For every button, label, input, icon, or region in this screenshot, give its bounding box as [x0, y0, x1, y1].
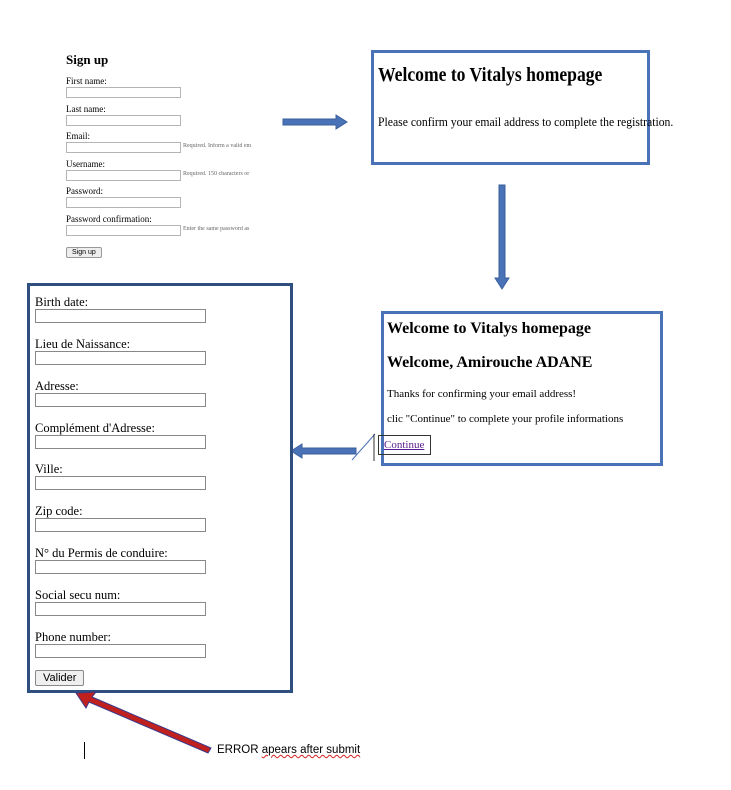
- birth-place-input[interactable]: [35, 351, 206, 365]
- driving-license-input[interactable]: [35, 560, 206, 574]
- address-label: Adresse:: [35, 379, 79, 393]
- signup-row-username: [66, 159, 286, 187]
- password-confirmation-label: Password confirmation:: [66, 213, 152, 224]
- error-annotation-squiggled: apears after submit: [261, 744, 361, 756]
- signup-button[interactable]: Sign up: [66, 247, 102, 258]
- address-complement-input[interactable]: [35, 435, 206, 449]
- confirm-page-message: Please confirm your email address to complete the registration.: [378, 114, 674, 129]
- zip-code-field: [35, 504, 83, 518]
- username-help-text: Required. 150 characters or: [183, 170, 250, 177]
- last-name-input[interactable]: [66, 115, 181, 126]
- signup-row-password-confirmation: [66, 214, 286, 242]
- email-label: Email:: [66, 131, 90, 141]
- phone-number-label: Phone number:: [35, 630, 112, 644]
- valider-button[interactable]: Valider: [35, 670, 84, 686]
- text-cursor: [84, 742, 85, 759]
- social-security-input[interactable]: [35, 602, 206, 616]
- driving-license-label: N° du Permis de conduire:: [35, 546, 168, 560]
- last-name-label: Last name:: [66, 103, 106, 114]
- password-input[interactable]: [66, 197, 181, 208]
- welcome-user-greeting: Welcome, Amirouche ADANE: [387, 354, 593, 371]
- social-security-field: [35, 588, 120, 602]
- arrow-left-icon: [290, 428, 380, 462]
- signup-row-password: [66, 186, 286, 214]
- welcome-instruction-text: clic "Continue" to complete your profile informations: [387, 413, 624, 425]
- welcome-panel: [381, 311, 663, 466]
- username-label: Username:: [66, 158, 105, 169]
- birth-date-input[interactable]: [35, 309, 206, 323]
- zip-code-input[interactable]: [35, 518, 206, 532]
- signup-row-last-name: [66, 104, 286, 132]
- driving-license-field: [35, 546, 168, 560]
- first-name-input[interactable]: [66, 87, 181, 98]
- address-field: [35, 379, 79, 393]
- phone-number-field: [35, 630, 111, 644]
- email-input[interactable]: [66, 142, 181, 153]
- signup-title: Sign up: [66, 52, 109, 67]
- confirm-page-heading: Welcome to Vitalys homepage: [378, 64, 603, 86]
- phone-number-input[interactable]: [35, 644, 206, 658]
- confirm-email-panel: [371, 50, 674, 165]
- password-confirmation-input[interactable]: [66, 225, 181, 236]
- signup-row-email: [66, 131, 286, 159]
- error-arrow-icon: [72, 690, 214, 756]
- first-name-label: First name:: [66, 76, 107, 86]
- address-input[interactable]: [35, 393, 206, 407]
- password-confirmation-help-text: Enter the same password as: [183, 225, 250, 232]
- welcome-page-heading: Welcome to Vitalys homepage: [387, 320, 591, 337]
- password-label: Password:: [66, 186, 104, 196]
- error-annotation-prefix: ERROR: [217, 744, 262, 756]
- birth-date-field: [35, 295, 88, 309]
- welcome-thanks-text: Thanks for confirming your email address!: [387, 388, 577, 400]
- address-complement-label: Complément d'Adresse:: [35, 421, 155, 435]
- error-annotation: [217, 744, 360, 756]
- birth-date-label: Birth date:: [35, 295, 89, 309]
- city-label: Ville:: [35, 462, 63, 476]
- birth-place-field: [35, 337, 130, 351]
- arrow-right-icon: [282, 114, 348, 130]
- zip-code-label: Zip code:: [35, 504, 83, 518]
- continue-link[interactable]: Continue: [378, 435, 431, 455]
- birth-place-label: Lieu de Naissance:: [35, 337, 131, 351]
- profile-form-panel: [27, 283, 293, 693]
- username-input[interactable]: [66, 170, 181, 181]
- city-field: [35, 462, 63, 476]
- signup-row-first-name: [66, 76, 286, 104]
- social-security-label: Social secu num:: [35, 588, 121, 602]
- arrow-down-icon: [494, 184, 510, 290]
- address-complement-field: [35, 421, 155, 435]
- city-input[interactable]: [35, 476, 206, 490]
- signup-form: [66, 52, 286, 259]
- email-help-text: Required. Inform a valid em: [183, 143, 252, 149]
